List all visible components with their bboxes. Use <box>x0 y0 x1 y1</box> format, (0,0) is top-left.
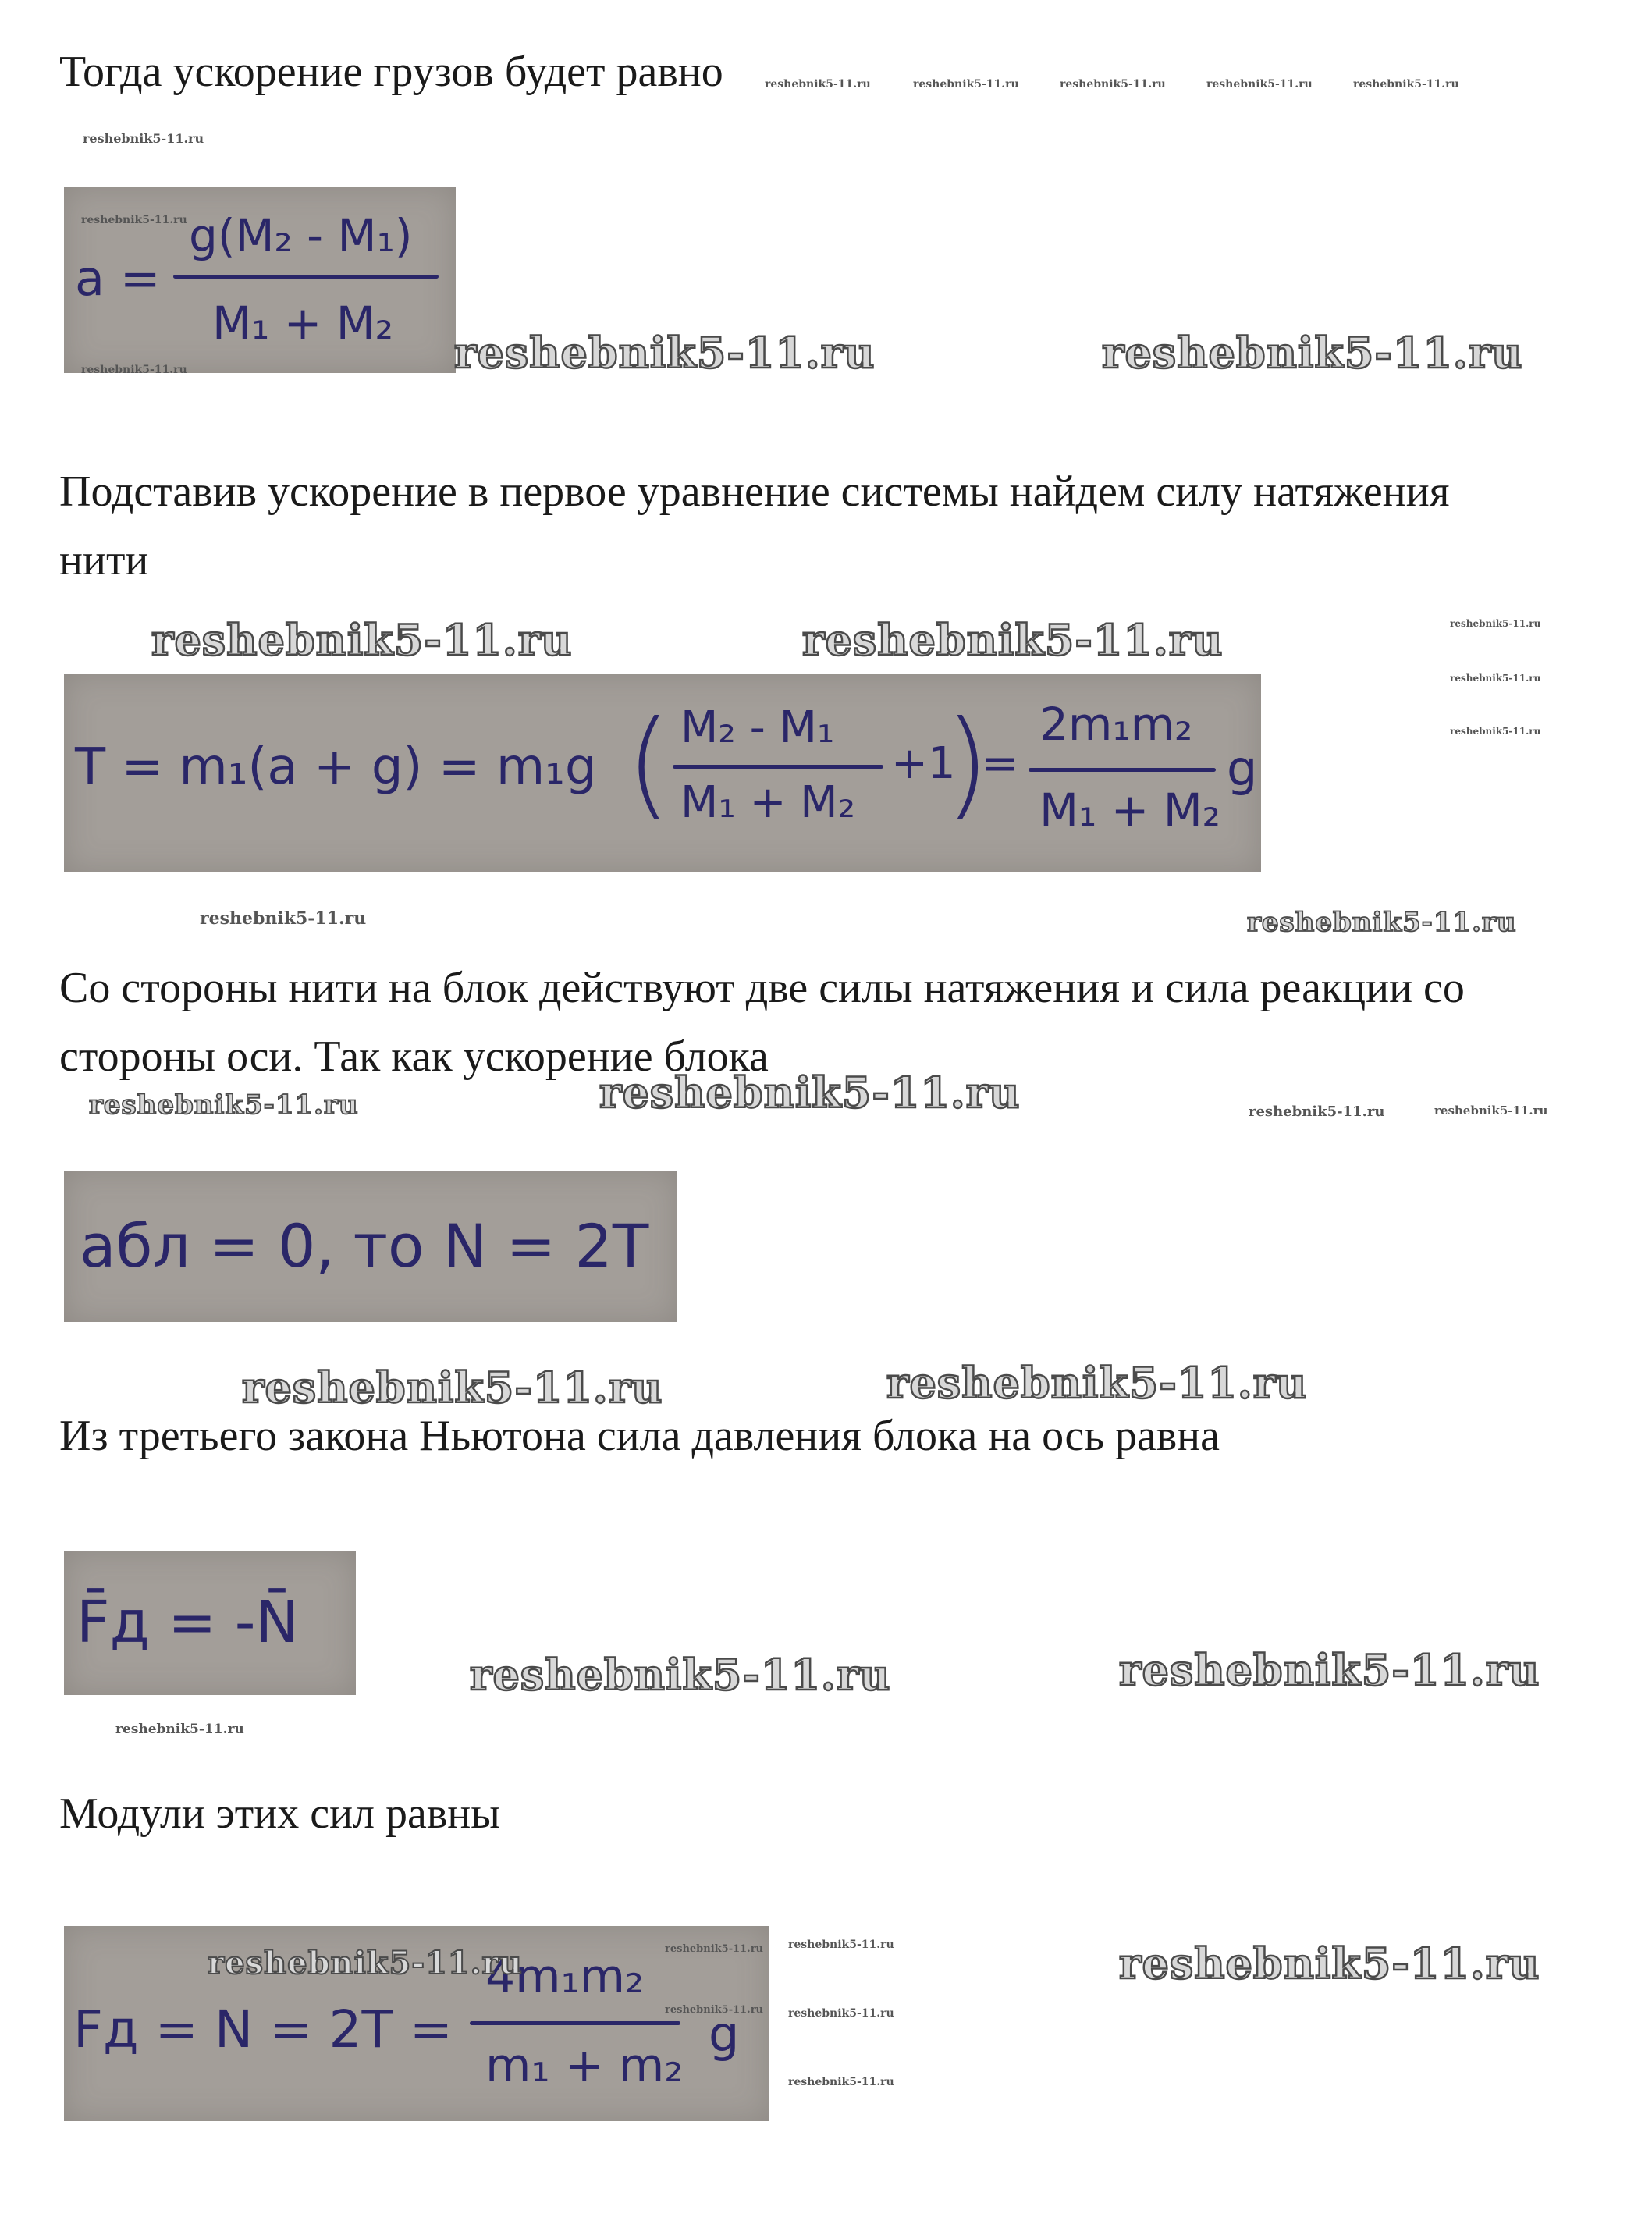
paragraph-3-line-2: стороны оси. Так как ускорение блока <box>59 1032 769 1081</box>
watermark-small: reshebnik5-11.ru <box>1353 78 1459 91</box>
formula-5-denominator: m₁ + m₂ <box>485 2038 684 2093</box>
formula-1-denominator: M₁ + M₂ <box>212 297 394 350</box>
watermark-large: reshebnik5-11.ru <box>1247 907 1517 938</box>
formula-2-plus-one: +1 <box>891 738 956 789</box>
watermark-small: reshebnik5-11.ru <box>788 2007 894 2020</box>
formula-5-lhs: Fд = N = 2T = <box>73 1999 453 2059</box>
paragraph-1: Тогда ускорение грузов будет равно <box>59 48 723 96</box>
watermark-small: reshebnik5-11.ru <box>81 364 187 373</box>
paragraph-4: Из третьего закона Ньютона сила давления блока на ось равна <box>59 1412 1220 1460</box>
formula-4-text: F̄д = -N̄ <box>76 1589 299 1656</box>
formula-2-tail: g <box>1227 740 1258 797</box>
watermark-small: reshebnik5-11.ru <box>83 131 204 146</box>
formula-2-right-paren: ) <box>944 696 990 832</box>
paragraph-2-line-2: нити <box>59 536 149 585</box>
formula-1-photo <box>64 187 456 373</box>
formula-2-numerator: 2m₁m₂ <box>1039 698 1193 751</box>
formula-2-inner-fraction-bar <box>673 765 883 769</box>
watermark-small: reshebnik5-11.ru <box>200 908 367 929</box>
formula-3-photo <box>64 1171 677 1322</box>
formula-5-numerator: 4m₁m₂ <box>485 1949 645 2004</box>
watermark-small: reshebnik5-11.ru <box>913 78 1019 91</box>
watermark-large: reshebnik5-11.ru <box>454 328 876 378</box>
formula-2-equals: = <box>982 738 1018 789</box>
watermark-large: reshebnik5-11.ru <box>599 1068 1021 1118</box>
watermark-small: reshebnik5-11.ru <box>665 2004 764 2016</box>
watermark-small: reshebnik5-11.ru <box>81 214 187 226</box>
watermark-large: reshebnik5-11.ru <box>151 615 573 665</box>
watermark-small: reshebnik5-11.ru <box>1249 1103 1385 1120</box>
watermark-small: reshebnik5-11.ru <box>1434 1103 1548 1118</box>
watermark-small: reshebnik5-11.ru <box>115 1722 244 1737</box>
paragraph-3-line-1: Со стороны нити на блок действуют две силы натяжения и сила реакции со <box>59 964 1465 1012</box>
watermark-small: reshebnik5-11.ru <box>1450 726 1541 737</box>
watermark-small: reshebnik5-11.ru <box>1060 78 1166 91</box>
watermark-large: reshebnik5-11.ru <box>1119 1938 1540 1988</box>
watermark-large: reshebnik5-11.ru <box>1119 1645 1540 1695</box>
watermark-small: reshebnik5-11.ru <box>1450 618 1541 629</box>
formula-1-fraction-bar <box>173 275 439 279</box>
formula-2-inner-denominator: M₁ + M₂ <box>680 777 856 828</box>
formula-2-denominator: M₁ + M₂ <box>1039 784 1221 837</box>
watermark-large: reshebnik5-11.ru <box>89 1089 359 1121</box>
formula-2-lhs: T = m₁(a + g) = m₁g <box>75 738 597 796</box>
watermark-small: reshebnik5-11.ru <box>665 1943 764 1955</box>
watermark-large: reshebnik5-11.ru <box>886 1358 1308 1408</box>
formula-3-text: aбл = 0, то N = 2T <box>80 1211 649 1281</box>
watermark-large: reshebnik5-11.ru <box>242 1363 663 1413</box>
paragraph-5: Модули этих сил равны <box>59 1789 500 1838</box>
formula-5-fraction-bar <box>470 2021 680 2025</box>
watermark-small: reshebnik5-11.ru <box>765 78 871 91</box>
watermark-small: reshebnik5-11.ru <box>1450 673 1541 684</box>
formula-1-lhs: a = <box>75 250 161 307</box>
formula-2-fraction-bar <box>1029 768 1216 772</box>
formula-4-photo <box>64 1551 356 1695</box>
watermark-small: reshebnik5-11.ru <box>788 2076 894 2088</box>
formula-5-photo <box>64 1926 769 2121</box>
formula-5-tail: g <box>709 2006 740 2063</box>
formula-2-inner-numerator: M₂ - M₁ <box>680 702 835 753</box>
watermark-large: reshebnik5-11.ru <box>208 1945 523 1981</box>
watermark-small: reshebnik5-11.ru <box>788 1938 894 1951</box>
paragraph-2-line-1: Подставив ускорение в первое уравнение системы найдем силу натяжения <box>59 467 1450 516</box>
watermark-large: reshebnik5-11.ru <box>1102 328 1523 378</box>
formula-1-numerator: g(M₂ - M₁) <box>189 209 413 262</box>
watermark-small: reshebnik5-11.ru <box>1206 78 1313 91</box>
formula-2-photo <box>64 674 1261 872</box>
watermark-large: reshebnik5-11.ru <box>470 1650 891 1700</box>
watermark-large: reshebnik5-11.ru <box>802 615 1224 665</box>
formula-2-left-paren: ( <box>626 696 672 832</box>
